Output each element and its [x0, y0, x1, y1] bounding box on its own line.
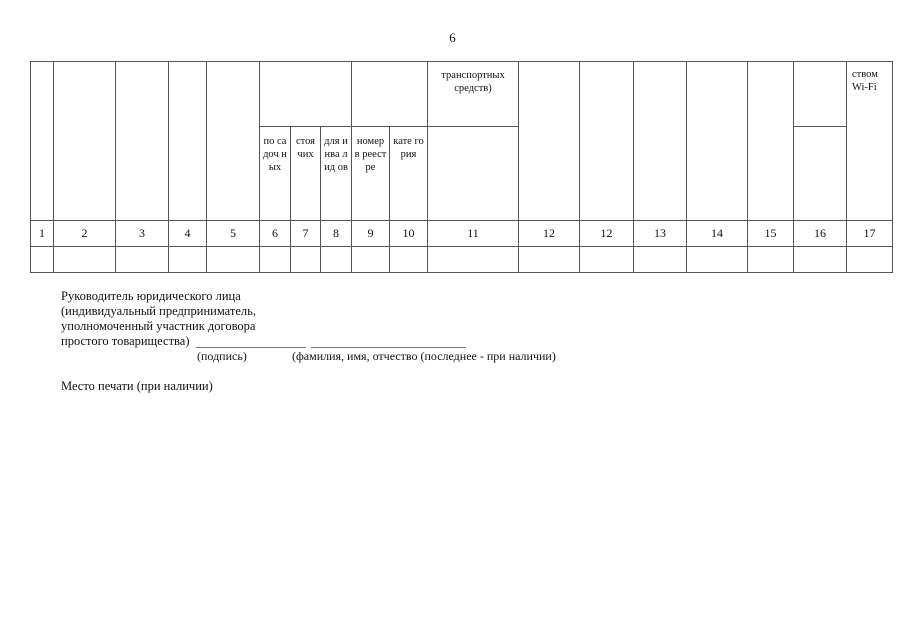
empty-cell	[169, 247, 207, 273]
header-cell-4	[169, 62, 207, 221]
column-number: 2	[54, 221, 116, 247]
subheader-seated: по са доч ных	[260, 127, 291, 221]
name-underline	[311, 347, 466, 348]
signature-block	[61, 289, 256, 349]
empty-cell	[687, 247, 748, 273]
column-number: 3	[116, 221, 169, 247]
signature-line: уполномоченный участник договора	[61, 319, 256, 333]
subheader-cell-11	[428, 127, 519, 221]
column-number: 7	[291, 221, 321, 247]
header-cell-2	[54, 62, 116, 221]
column-number: 10	[390, 221, 428, 247]
header-group-seats	[260, 62, 352, 127]
header-cell-transport: транспортных средств)	[428, 62, 519, 127]
header-cell-15	[748, 62, 794, 221]
empty-cell	[580, 247, 634, 273]
header-cell-1	[31, 62, 54, 221]
empty-cell	[291, 247, 321, 273]
empty-cell	[794, 247, 847, 273]
empty-cell	[207, 247, 260, 273]
empty-cell	[634, 247, 687, 273]
column-number: 16	[794, 221, 847, 247]
signature-caption: (подпись)	[197, 349, 247, 363]
column-number: 9	[352, 221, 390, 247]
empty-cell	[390, 247, 428, 273]
empty-cell	[54, 247, 116, 273]
stamp-place-text: Место печати (при наличии)	[61, 379, 213, 393]
subheader-category: кате гория	[390, 127, 428, 221]
column-number: 11	[428, 221, 519, 247]
header-cell-12b	[580, 62, 634, 221]
header-cell-5	[207, 62, 260, 221]
empty-cell	[519, 247, 580, 273]
signature-line: (индивидуальный предприниматель,	[61, 304, 256, 318]
signature-underline	[196, 347, 306, 348]
column-number: 13	[634, 221, 687, 247]
empty-cell	[428, 247, 519, 273]
subheader-disabled: для инва лид ов	[321, 127, 352, 221]
column-number: 5	[207, 221, 260, 247]
signature-line: Руководитель юридического лица	[61, 289, 241, 303]
column-number: 8	[321, 221, 352, 247]
column-number: 4	[169, 221, 207, 247]
subheader-cell-16	[794, 127, 847, 221]
column-number: 14	[687, 221, 748, 247]
column-number: 17	[847, 221, 893, 247]
signature-line: простого товарищества)	[61, 334, 190, 348]
form-table	[30, 61, 893, 273]
empty-cell	[116, 247, 169, 273]
empty-cell	[352, 247, 390, 273]
empty-cell	[748, 247, 794, 273]
column-number: 1	[31, 221, 54, 247]
header-cell-13	[634, 62, 687, 221]
page-number: 6	[449, 30, 456, 45]
header-group-registry	[352, 62, 428, 127]
header-cell-12a	[519, 62, 580, 221]
empty-cell	[321, 247, 352, 273]
header-cell-3	[116, 62, 169, 221]
column-number: 12	[580, 221, 634, 247]
empty-cell	[31, 247, 54, 273]
column-number: 12	[519, 221, 580, 247]
table-row	[31, 247, 893, 273]
column-number: 15	[748, 221, 794, 247]
name-caption: (фамилия, имя, отчество (последнее - при наличии)	[292, 349, 556, 363]
empty-cell	[260, 247, 291, 273]
subheader-registry-number: номер в реест ре	[352, 127, 390, 221]
header-cell-14	[687, 62, 748, 221]
header-cell-wifi: ством Wi-Fi	[847, 62, 893, 221]
header-cell-16	[794, 62, 847, 127]
column-number: 6	[260, 221, 291, 247]
empty-cell	[847, 247, 893, 273]
subheader-standing: стоя чих	[291, 127, 321, 221]
